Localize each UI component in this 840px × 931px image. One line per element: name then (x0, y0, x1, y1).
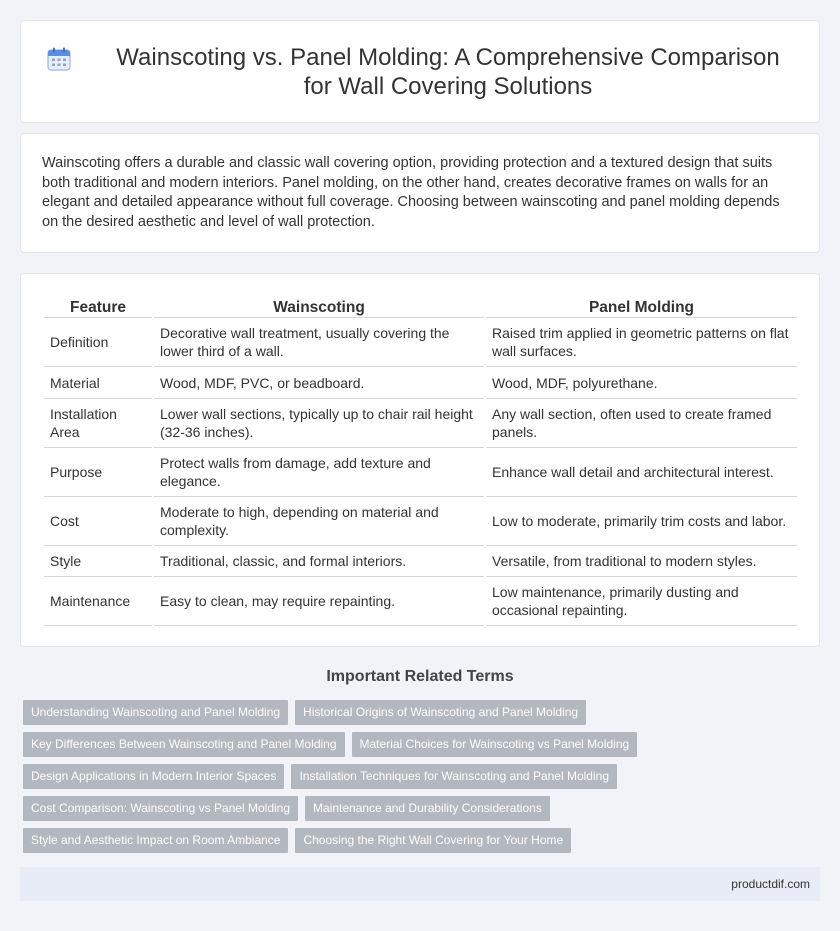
panel-molding-cell: Versatile, from traditional to modern styles. (486, 546, 797, 577)
footer (20, 867, 820, 901)
comparison-table (42, 296, 799, 626)
tag-row (23, 764, 803, 789)
comparison-card (20, 273, 820, 647)
related-term-tag[interactable]: Choosing the Right Wall Covering for Your Home (295, 828, 571, 853)
feature-cell: Purpose (44, 448, 152, 497)
related-term-tag[interactable]: Material Choices for Wainscoting vs Panel Molding (352, 732, 638, 757)
panel-molding-cell: Raised trim applied in geometric patterns on flat wall surfaces. (486, 318, 797, 367)
related-term-tag[interactable]: Understanding Wainscoting and Panel Molding (23, 700, 288, 725)
related-term-tag[interactable]: Historical Origins of Wainscoting and Panel Molding (295, 700, 586, 725)
panel-molding-cell: Any wall section, often used to create framed panels. (486, 399, 797, 448)
table-row (44, 367, 797, 399)
tag-row (23, 828, 803, 853)
wainscoting-cell: Easy to clean, may require repainting. (154, 577, 484, 626)
wainscoting-cell: Protect walls from damage, add texture and elegance. (154, 448, 484, 497)
feature-cell: Maintenance (44, 577, 152, 626)
column-header-feature: Feature (44, 296, 152, 318)
tag-row (23, 796, 803, 821)
related-terms-list (23, 700, 803, 860)
wainscoting-cell: Moderate to high, depending on material and complexity. (154, 497, 484, 546)
wainscoting-cell: Traditional, classic, and formal interiors. (154, 546, 484, 577)
tag-row (23, 732, 803, 757)
header (45, 43, 795, 101)
related-term-tag[interactable]: Maintenance and Durability Considerations (305, 796, 550, 821)
table-row (44, 546, 797, 577)
table-row (44, 399, 797, 448)
table-row (44, 448, 797, 497)
panel-molding-cell: Low to moderate, primarily trim costs and labor. (486, 497, 797, 546)
table-header-row (44, 296, 797, 318)
column-header-wainscoting: Wainscoting (154, 296, 484, 318)
feature-cell: Material (44, 367, 152, 399)
tag-row (23, 700, 803, 725)
table-row (44, 497, 797, 546)
wainscoting-cell: Decorative wall treatment, usually covering the lower third of a wall. (154, 318, 484, 367)
feature-cell: Installation Area (44, 399, 152, 448)
feature-cell: Cost (44, 497, 152, 546)
related-term-tag[interactable]: Design Applications in Modern Interior Spaces (23, 764, 284, 789)
table-row (44, 318, 797, 367)
panel-molding-cell: Low maintenance, primarily dusting and occasional repainting. (486, 577, 797, 626)
calendar-icon (45, 45, 73, 73)
feature-cell: Style (44, 546, 152, 577)
related-term-tag[interactable]: Installation Techniques for Wainscoting and Panel Molding (291, 764, 617, 789)
wainscoting-cell: Wood, MDF, PVC, or beadboard. (154, 367, 484, 399)
wainscoting-cell: Lower wall sections, typically up to chair rail height (32-36 inches). (154, 399, 484, 448)
feature-cell: Definition (44, 318, 152, 367)
related-terms-title: Important Related Terms (326, 668, 514, 685)
related-term-tag[interactable]: Key Differences Between Wainscoting and Panel Molding (23, 732, 345, 757)
related-term-tag[interactable]: Cost Comparison: Wainscoting vs Panel Molding (23, 796, 298, 821)
column-header-panel-molding: Panel Molding (486, 296, 797, 318)
page-title: Wainscoting vs. Panel Molding: A Comprehensive Comparison for Wall Covering Solutions (116, 44, 780, 100)
intro-paragraph: Wainscoting offers a durable and classic wall covering option, providing protection and a textured design that suits both traditional and modern interiors. Panel molding, on the other hand, creates decorative frames on walls for an elegant and detailed appearance without full coverage. Choosing between wainscoting and panel molding depends on the desired aesthetic and level of wall protection. (42, 155, 780, 230)
header-card (20, 20, 820, 123)
intro-card (20, 133, 820, 253)
related-term-tag[interactable]: Style and Aesthetic Impact on Room Ambiance (23, 828, 288, 853)
panel-molding-cell: Wood, MDF, polyurethane. (486, 367, 797, 399)
table-row (44, 577, 797, 626)
footer-site-link[interactable]: productdif.com (731, 877, 810, 891)
panel-molding-cell: Enhance wall detail and architectural interest. (486, 448, 797, 497)
